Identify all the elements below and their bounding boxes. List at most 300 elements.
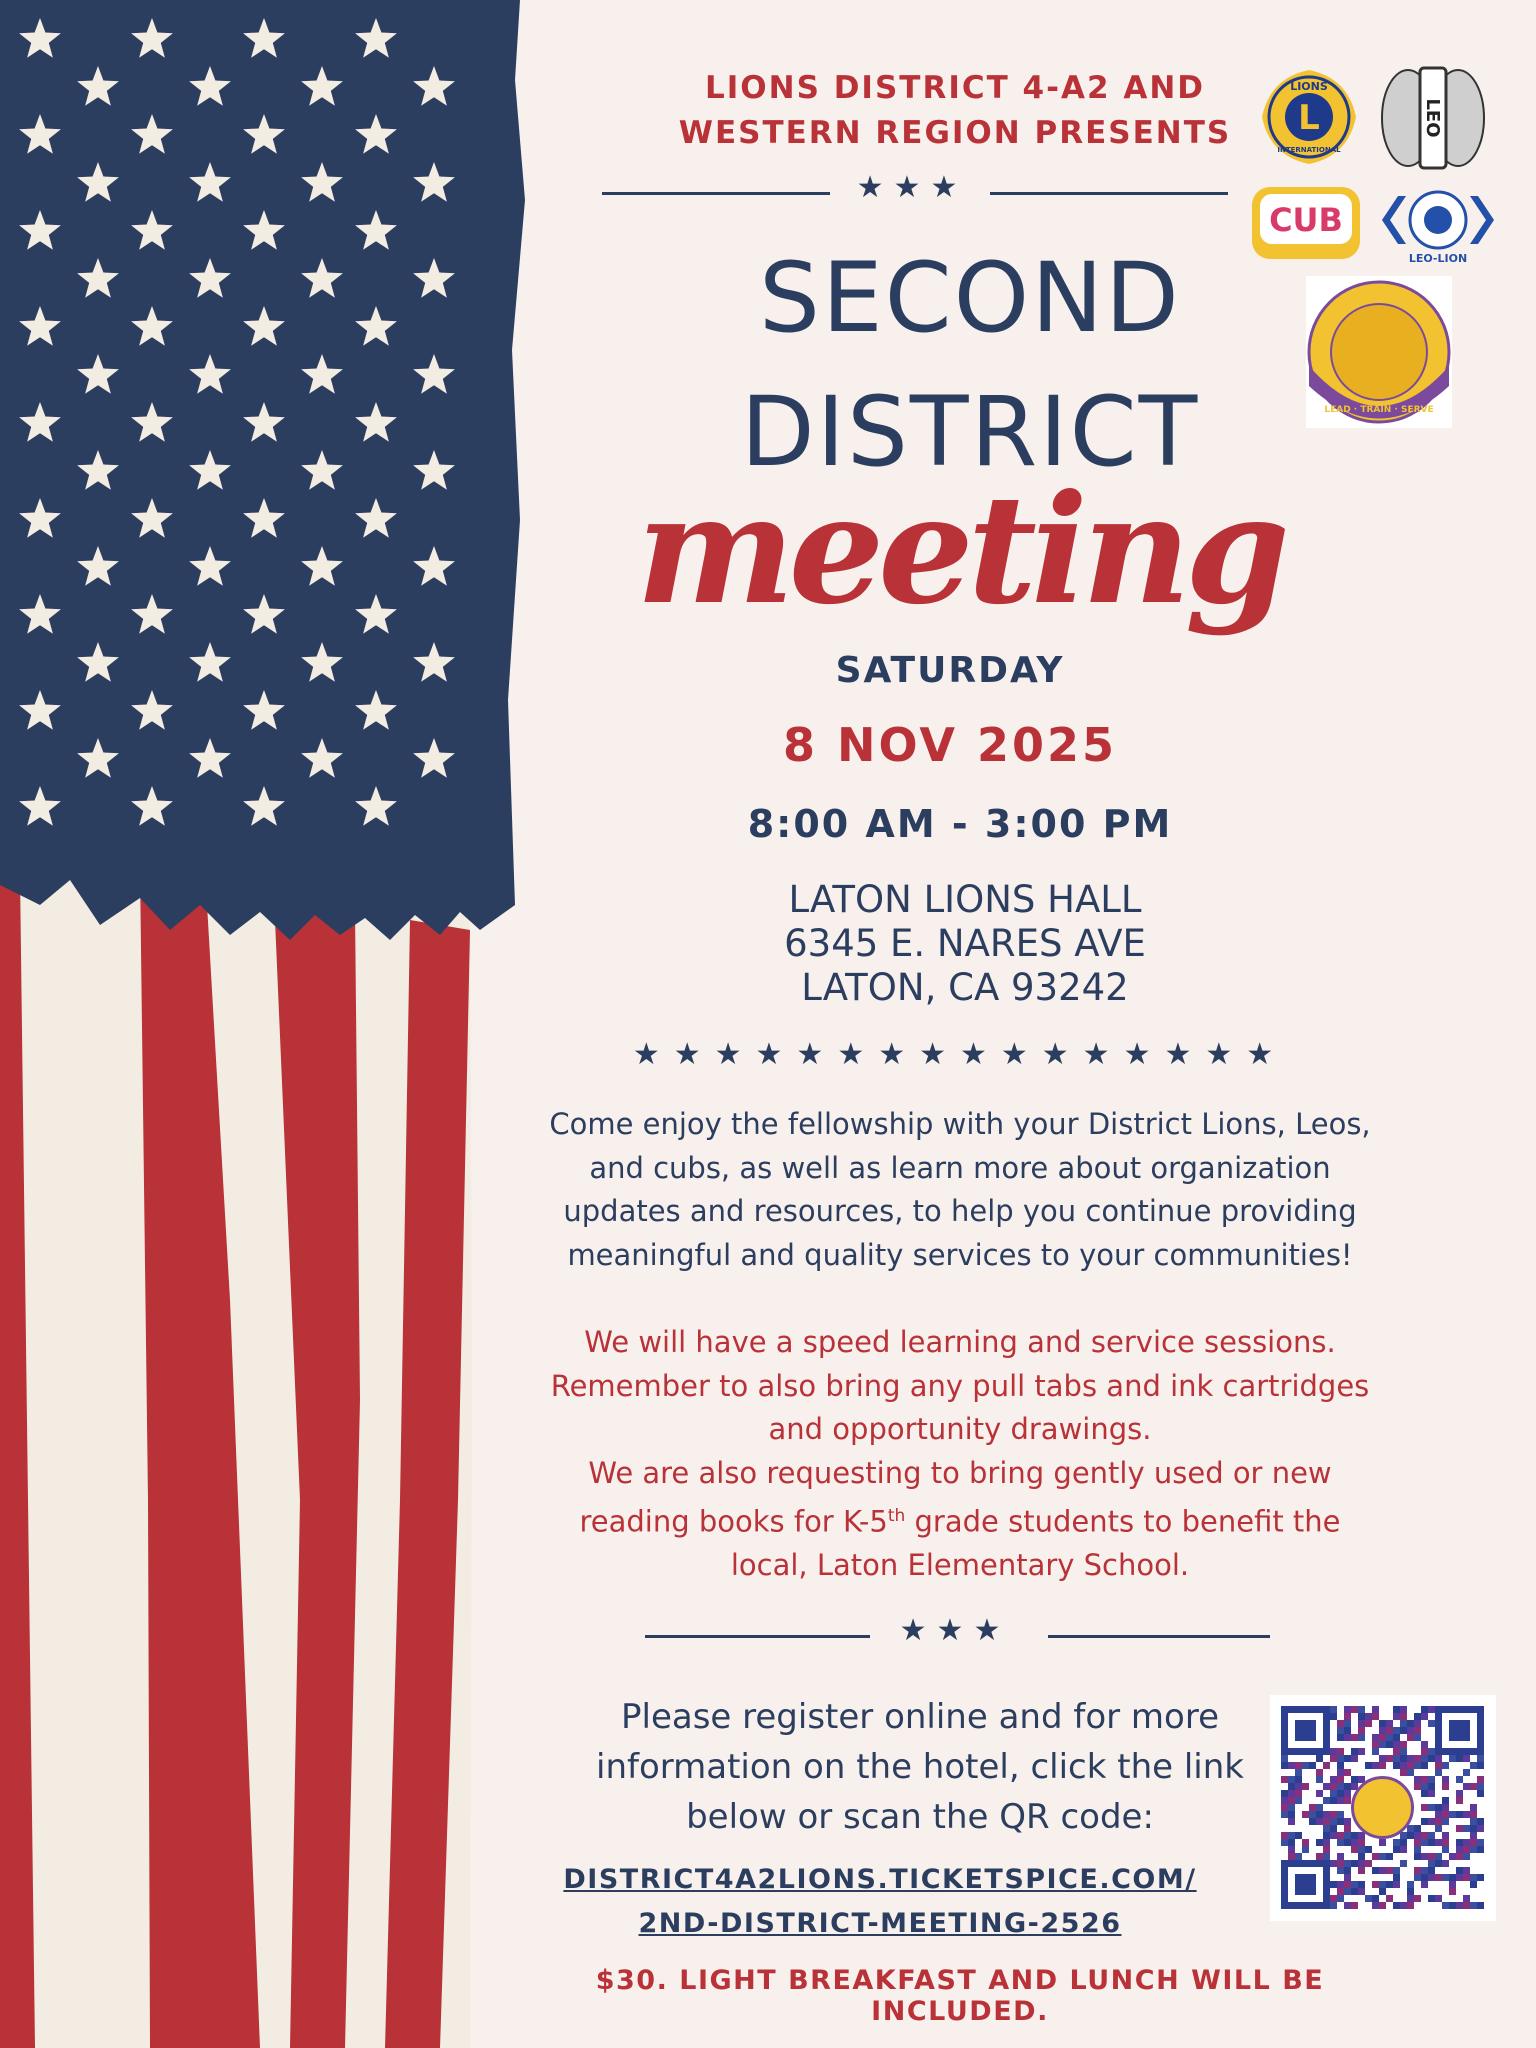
qr-module	[1302, 1846, 1309, 1853]
qr-module	[1456, 1825, 1463, 1832]
qr-module	[1456, 1797, 1463, 1804]
qr-module	[1414, 1895, 1421, 1902]
qr-module	[1449, 1755, 1456, 1762]
district-badge	[1306, 276, 1452, 428]
description-p1-line: updates and resources, to help you continue providing	[563, 1194, 1357, 1228]
qr-module	[1337, 1783, 1344, 1790]
qr-module	[1386, 1720, 1393, 1727]
qr-module	[1414, 1727, 1421, 1734]
qr-module	[1288, 1797, 1295, 1804]
qr-module	[1428, 1776, 1435, 1783]
qr-module	[1281, 1755, 1288, 1762]
qr-module	[1288, 1804, 1295, 1811]
qr-module	[1428, 1790, 1435, 1797]
qr-module	[1470, 1783, 1477, 1790]
qr-finder-pattern	[1295, 1874, 1316, 1895]
qr-module	[1407, 1755, 1414, 1762]
qr-module	[1323, 1811, 1330, 1818]
qr-module	[1400, 1748, 1407, 1755]
qr-module	[1414, 1734, 1421, 1741]
qr-module	[1421, 1804, 1428, 1811]
qr-module	[1337, 1853, 1344, 1860]
qr-module	[1351, 1839, 1358, 1846]
description-p2-line: and opportunity drawings.	[768, 1412, 1152, 1446]
qr-module	[1344, 1706, 1351, 1713]
qr-module	[1281, 1762, 1288, 1769]
qr-module	[1442, 1874, 1449, 1881]
qr-module	[1442, 1818, 1449, 1825]
description-p1-line: and cubs, as well as learn more about organization	[589, 1150, 1331, 1185]
qr-module	[1449, 1811, 1456, 1818]
qr-module	[1407, 1734, 1414, 1741]
description-p1-line: meaningful and quality services to your communities!	[567, 1237, 1353, 1272]
qr-module	[1323, 1797, 1330, 1804]
qr-module	[1456, 1839, 1463, 1846]
qr-module	[1344, 1797, 1351, 1804]
qr-module	[1344, 1755, 1351, 1762]
qr-module	[1456, 1790, 1463, 1797]
qr-module	[1281, 1804, 1288, 1811]
qr-module	[1379, 1727, 1386, 1734]
qr-module	[1477, 1762, 1484, 1769]
qr-module	[1330, 1797, 1337, 1804]
qr-module	[1330, 1881, 1337, 1888]
qr-module	[1477, 1839, 1484, 1846]
qr-module	[1456, 1853, 1463, 1860]
registration-link-line-1[interactable]: DISTRICT4A2LIONS.TICKETSPICE.COM/	[563, 1864, 1197, 1895]
qr-module	[1351, 1734, 1358, 1741]
qr-module	[1470, 1818, 1477, 1825]
qr-module	[1393, 1706, 1400, 1713]
qr-module	[1393, 1741, 1400, 1748]
qr-module	[1400, 1720, 1407, 1727]
qr-module	[1365, 1860, 1372, 1867]
qr-module	[1316, 1790, 1323, 1797]
registration-line-1: Please register online and for more	[621, 1697, 1219, 1737]
leo-lion-caption: LEO-LION	[1408, 252, 1468, 264]
qr-module	[1344, 1881, 1351, 1888]
title-meeting-script: meeting	[636, 462, 1284, 638]
qr-module	[1372, 1867, 1379, 1874]
qr-module	[1393, 1762, 1400, 1769]
presenter-line-2: WESTERN REGION PRESENTS	[678, 115, 1232, 151]
qr-module	[1400, 1902, 1407, 1909]
qr-module	[1463, 1783, 1470, 1790]
qr-module	[1400, 1832, 1407, 1839]
qr-module	[1386, 1895, 1393, 1902]
qr-module	[1323, 1762, 1330, 1769]
qr-module	[1337, 1720, 1344, 1727]
registration-line-3: below or scan the QR code:	[686, 1797, 1154, 1837]
qr-module	[1407, 1720, 1414, 1727]
qr-module	[1337, 1881, 1344, 1888]
qr-module	[1463, 1811, 1470, 1818]
qr-module	[1470, 1832, 1477, 1839]
american-flag-graphic	[0, 0, 540, 2048]
qr-module	[1421, 1818, 1428, 1825]
registration-line-2: information on the hotel, click the link	[596, 1747, 1244, 1787]
qr-module	[1456, 1776, 1463, 1783]
qr-module	[1351, 1783, 1358, 1790]
qr-module	[1337, 1755, 1344, 1762]
qr-module	[1323, 1846, 1330, 1853]
qr-module	[1288, 1846, 1295, 1853]
qr-module	[1400, 1713, 1407, 1720]
registration-link-line-2[interactable]: 2ND-DISTRICT-MEETING-2526	[638, 1908, 1122, 1939]
qr-module	[1288, 1776, 1295, 1783]
qr-module	[1344, 1818, 1351, 1825]
qr-module	[1442, 1846, 1449, 1853]
qr-module	[1421, 1706, 1428, 1713]
qr-module	[1330, 1902, 1337, 1909]
cub-logo	[1250, 185, 1362, 261]
qr-module	[1351, 1832, 1358, 1839]
qr-module	[1449, 1853, 1456, 1860]
qr-module	[1428, 1895, 1435, 1902]
qr-module	[1435, 1860, 1442, 1867]
qr-module	[1337, 1762, 1344, 1769]
qr-module	[1316, 1811, 1323, 1818]
qr-module	[1428, 1867, 1435, 1874]
qr-module	[1309, 1762, 1316, 1769]
qr-module	[1365, 1895, 1372, 1902]
description-p2-line: We will have a speed learning and service sessions.	[584, 1325, 1336, 1359]
qr-module	[1372, 1741, 1379, 1748]
qr-module	[1407, 1902, 1414, 1909]
event-time: 8:00 AM - 3:00 PM	[747, 802, 1173, 846]
qr-module	[1372, 1706, 1379, 1713]
qr-module	[1463, 1902, 1470, 1909]
qr-module	[1309, 1804, 1316, 1811]
qr-module	[1400, 1839, 1407, 1846]
qr-module	[1428, 1755, 1435, 1762]
qr-module	[1358, 1720, 1365, 1727]
qr-module	[1372, 1902, 1379, 1909]
qr-module	[1449, 1874, 1456, 1881]
qr-module	[1414, 1776, 1421, 1783]
qr-module	[1337, 1818, 1344, 1825]
qr-module	[1330, 1776, 1337, 1783]
qr-module	[1449, 1902, 1456, 1909]
qr-module	[1414, 1713, 1421, 1720]
qr-module	[1421, 1853, 1428, 1860]
qr-module	[1407, 1825, 1414, 1832]
qr-module	[1337, 1867, 1344, 1874]
qr-module	[1407, 1895, 1414, 1902]
qr-module	[1281, 1776, 1288, 1783]
qr-module	[1386, 1867, 1393, 1874]
qr-module	[1428, 1720, 1435, 1727]
qr-module	[1330, 1783, 1337, 1790]
lions-logo-bottom-text: INTERNATIONAL	[1277, 146, 1341, 154]
qr-module	[1344, 1727, 1351, 1734]
registration-link[interactable]	[560, 1858, 1200, 1946]
qr-module	[1435, 1755, 1442, 1762]
qr-module	[1379, 1762, 1386, 1769]
description-p2-line: Remember to also bring any pull tabs and ink cartridges	[550, 1368, 1370, 1403]
divider-top-left	[602, 192, 830, 195]
qr-module	[1358, 1853, 1365, 1860]
qr-module	[1400, 1727, 1407, 1734]
qr-module	[1316, 1755, 1323, 1762]
qr-module	[1463, 1867, 1470, 1874]
qr-module	[1386, 1741, 1393, 1748]
qr-module	[1414, 1825, 1421, 1832]
qr-module	[1477, 1874, 1484, 1881]
qr-module	[1379, 1720, 1386, 1727]
qr-module	[1344, 1783, 1351, 1790]
qr-module	[1463, 1853, 1470, 1860]
qr-module	[1400, 1762, 1407, 1769]
qr-module	[1442, 1902, 1449, 1909]
qr-module	[1344, 1832, 1351, 1839]
qr-module	[1379, 1888, 1386, 1895]
qr-module	[1414, 1755, 1421, 1762]
qr-module	[1316, 1804, 1323, 1811]
lions-logo	[1250, 58, 1368, 176]
qr-module	[1288, 1818, 1295, 1825]
qr-module	[1435, 1895, 1442, 1902]
qr-module	[1477, 1790, 1484, 1797]
qr-module	[1414, 1839, 1421, 1846]
qr-module	[1463, 1755, 1470, 1762]
qr-module	[1470, 1881, 1477, 1888]
qr-module	[1330, 1825, 1337, 1832]
qr-module	[1428, 1706, 1435, 1713]
description-p2-books-line: reading books for K-5th grade students to benefit the	[579, 1504, 1341, 1539]
qr-module	[1456, 1846, 1463, 1853]
qr-module	[1344, 1860, 1351, 1867]
qr-module	[1351, 1902, 1358, 1909]
qr-module	[1288, 1839, 1295, 1846]
qr-module	[1470, 1874, 1477, 1881]
qr-module	[1337, 1839, 1344, 1846]
lions-logo-top-text: LIONS	[1290, 80, 1328, 93]
cub-logo-text: CUB	[1269, 201, 1343, 239]
qr-module	[1407, 1888, 1414, 1895]
qr-module	[1337, 1888, 1344, 1895]
description-p2-line: We are also requesting to bring gently used or new	[588, 1455, 1332, 1490]
qr-module	[1407, 1762, 1414, 1769]
qr-module	[1330, 1755, 1337, 1762]
qr-module	[1323, 1783, 1330, 1790]
leo-logo	[1380, 58, 1486, 176]
qr-module	[1365, 1720, 1372, 1727]
qr-module	[1407, 1769, 1414, 1776]
qr-module	[1365, 1762, 1372, 1769]
qr-module	[1421, 1790, 1428, 1797]
qr-module	[1295, 1776, 1302, 1783]
qr-module	[1358, 1832, 1365, 1839]
qr-module	[1302, 1762, 1309, 1769]
title-second: SECOND	[759, 242, 1181, 354]
qr-module	[1337, 1895, 1344, 1902]
qr-module	[1470, 1902, 1477, 1909]
qr-module	[1358, 1881, 1365, 1888]
qr-module	[1421, 1832, 1428, 1839]
qr-module	[1358, 1888, 1365, 1895]
qr-module	[1330, 1818, 1337, 1825]
qr-module	[1442, 1797, 1449, 1804]
qr-module	[1400, 1860, 1407, 1867]
qr-module	[1351, 1748, 1358, 1755]
qr-center-badge	[1353, 1778, 1413, 1838]
qr-module	[1337, 1860, 1344, 1867]
qr-module	[1393, 1748, 1400, 1755]
qr-module	[1316, 1853, 1323, 1860]
qr-module	[1442, 1839, 1449, 1846]
qr-module	[1337, 1748, 1344, 1755]
qr-module	[1400, 1769, 1407, 1776]
qr-module	[1456, 1755, 1463, 1762]
presenter-text	[600, 66, 1310, 156]
qr-module	[1442, 1804, 1449, 1811]
registration-text	[570, 1692, 1270, 1842]
qr-module	[1421, 1713, 1428, 1720]
qr-module	[1435, 1769, 1442, 1776]
qr-module	[1477, 1818, 1484, 1825]
qr-module	[1337, 1790, 1344, 1797]
qr-module	[1428, 1818, 1435, 1825]
qr-module	[1344, 1839, 1351, 1846]
qr-module	[1414, 1783, 1421, 1790]
qr-module	[1309, 1811, 1316, 1818]
qr-module	[1386, 1881, 1393, 1888]
qr-module	[1393, 1846, 1400, 1853]
qr-module	[1463, 1839, 1470, 1846]
qr-module	[1414, 1867, 1421, 1874]
qr-module	[1372, 1713, 1379, 1720]
qr-module	[1435, 1853, 1442, 1860]
qr-module	[1281, 1790, 1288, 1797]
qr-module	[1281, 1797, 1288, 1804]
qr-module	[1316, 1818, 1323, 1825]
qr-module	[1421, 1867, 1428, 1874]
divider-stars-top: ★★★	[856, 170, 968, 205]
qr-module	[1372, 1762, 1379, 1769]
qr-module	[1358, 1867, 1365, 1874]
qr-module	[1428, 1874, 1435, 1881]
qr-module	[1358, 1706, 1365, 1713]
qr-module	[1344, 1713, 1351, 1720]
qr-module	[1351, 1846, 1358, 1853]
qr-module	[1421, 1881, 1428, 1888]
qr-module	[1358, 1860, 1365, 1867]
qr-module	[1295, 1762, 1302, 1769]
presenter-line-1: LIONS DISTRICT 4-A2 AND	[705, 70, 1205, 106]
qr-module	[1330, 1748, 1337, 1755]
qr-module	[1295, 1832, 1302, 1839]
qr-module	[1456, 1874, 1463, 1881]
qr-finder-pattern	[1449, 1720, 1470, 1741]
qr-module	[1344, 1734, 1351, 1741]
qr-module	[1316, 1776, 1323, 1783]
qr-module	[1351, 1860, 1358, 1867]
qr-module	[1302, 1783, 1309, 1790]
qr-module	[1295, 1790, 1302, 1797]
star-row-divider: ★★★★★★★★★★★★★★★★	[632, 1037, 1288, 1072]
qr-module	[1358, 1839, 1365, 1846]
qr-module	[1421, 1783, 1428, 1790]
qr-module	[1393, 1839, 1400, 1846]
description-sessions	[510, 1321, 1410, 1588]
qr-module	[1379, 1902, 1386, 1909]
qr-module	[1393, 1881, 1400, 1888]
leo-logo-text: LEO	[1422, 98, 1443, 138]
venue-street: 6345 E. NARES AVE	[784, 922, 1146, 965]
qr-module	[1428, 1783, 1435, 1790]
qr-module	[1323, 1818, 1330, 1825]
qr-module	[1400, 1755, 1407, 1762]
qr-module	[1302, 1839, 1309, 1846]
qr-module	[1288, 1853, 1295, 1860]
description-p1-line: Come enjoy the fellowship with your District Lions, Leos,	[549, 1107, 1371, 1141]
qr-module	[1351, 1776, 1358, 1783]
qr-module	[1470, 1804, 1477, 1811]
event-date: 8 NOV 2025	[782, 718, 1118, 772]
qr-code-graphic	[1270, 1695, 1496, 1921]
qr-module	[1407, 1832, 1414, 1839]
qr-module	[1386, 1734, 1393, 1741]
qr-module	[1372, 1748, 1379, 1755]
qr-module	[1400, 1846, 1407, 1853]
qr-module	[1372, 1881, 1379, 1888]
qr-module	[1344, 1874, 1351, 1881]
qr-module	[1379, 1755, 1386, 1762]
qr-module	[1456, 1902, 1463, 1909]
qr-module	[1309, 1818, 1316, 1825]
qr-module	[1421, 1741, 1428, 1748]
qr-module	[1379, 1839, 1386, 1846]
qr-module	[1330, 1811, 1337, 1818]
qr-module	[1358, 1734, 1365, 1741]
qr-module	[1379, 1867, 1386, 1874]
qr-module	[1435, 1811, 1442, 1818]
venue-city: LATON, CA 93242	[801, 966, 1129, 1009]
qr-module	[1344, 1888, 1351, 1895]
qr-module	[1421, 1874, 1428, 1881]
qr-module	[1435, 1804, 1442, 1811]
qr-module	[1372, 1853, 1379, 1860]
qr-module	[1435, 1762, 1442, 1769]
qr-module	[1414, 1762, 1421, 1769]
qr-module	[1463, 1769, 1470, 1776]
qr-module	[1421, 1755, 1428, 1762]
lions-logo-letter: L	[1298, 98, 1320, 138]
qr-module	[1330, 1713, 1337, 1720]
qr-module	[1393, 1727, 1400, 1734]
qr-module	[1456, 1811, 1463, 1818]
qr-module	[1400, 1706, 1407, 1713]
price-info: $30. LIGHT BREAKFAST AND LUNCH WILL BE INCLUDED.	[595, 1965, 1325, 2027]
qr-module	[1379, 1741, 1386, 1748]
qr-module	[1477, 1776, 1484, 1783]
qr-code-icon[interactable]	[1270, 1695, 1496, 1921]
qr-module	[1379, 1881, 1386, 1888]
qr-module	[1449, 1881, 1456, 1888]
qr-module	[1442, 1776, 1449, 1783]
qr-module	[1344, 1902, 1351, 1909]
qr-module	[1435, 1818, 1442, 1825]
qr-module	[1337, 1776, 1344, 1783]
qr-module	[1330, 1790, 1337, 1797]
qr-finder-pattern	[1295, 1720, 1316, 1741]
district-badge-text: LEAD · TRAIN · SERVE	[1324, 405, 1434, 415]
qr-module	[1379, 1853, 1386, 1860]
qr-module	[1344, 1720, 1351, 1727]
qr-module	[1393, 1713, 1400, 1720]
qr-module	[1442, 1762, 1449, 1769]
